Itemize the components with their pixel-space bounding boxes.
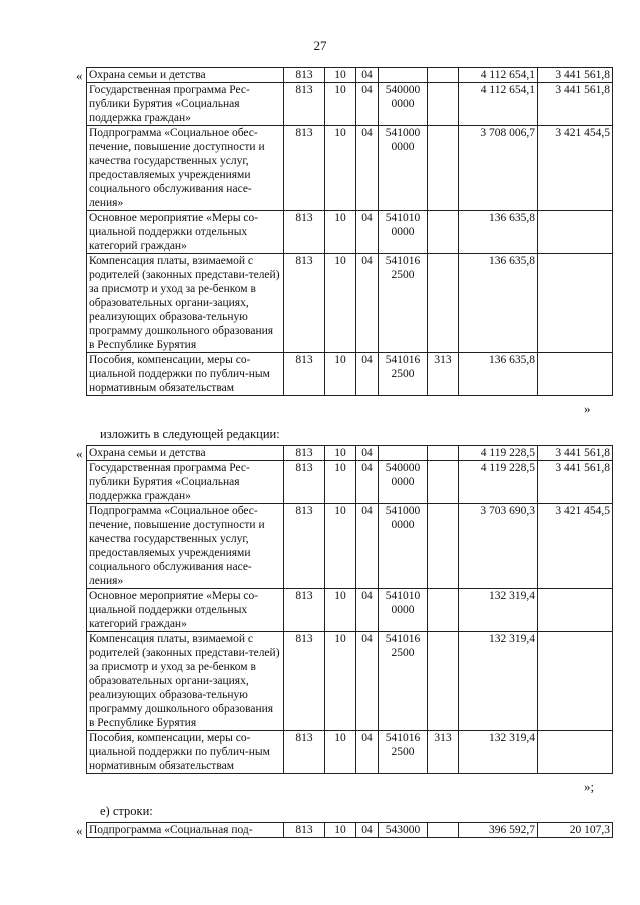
cell-admin: 813 (284, 68, 325, 83)
table-row (87, 504, 613, 589)
cell-amount-2018: 4 112 654,1 (459, 68, 538, 83)
cell-section: 10 (325, 461, 356, 504)
cell-admin: 813 (284, 461, 325, 504)
budget-table-old (86, 67, 613, 396)
cell-subsection: 04 (356, 254, 379, 353)
cell-expense-type: 313 (428, 731, 459, 774)
cell-target: 541000 0000 (379, 126, 428, 211)
cell-target (379, 68, 428, 83)
cell-subsection: 04 (356, 126, 379, 211)
cell-name: Основное мероприятие «Меры со-циальной поддержки отдельных категорий граждан» (87, 211, 284, 254)
cell-section: 10 (325, 353, 356, 396)
table-row (87, 353, 613, 396)
table-row (87, 83, 613, 126)
cell-name: Государственная программа Рес-публики Бурятия «Социальная поддержка граждан» (87, 83, 284, 126)
cell-subsection: 04 (356, 504, 379, 589)
cell-section: 10 (325, 68, 356, 83)
cell-name: Подпрограмма «Социальная под- (87, 823, 284, 838)
cell-amount-2018: 4 119 228,5 (459, 461, 538, 504)
cell-amount-2019: 3 441 561,8 (538, 83, 613, 126)
cell-admin: 813 (284, 126, 325, 211)
cell-admin: 813 (284, 446, 325, 461)
cell-expense-type (428, 504, 459, 589)
table-row (87, 446, 613, 461)
cell-admin: 813 (284, 353, 325, 396)
cell-expense-type: 313 (428, 353, 459, 396)
cell-amount-2018: 3 703 690,3 (459, 504, 538, 589)
cell-section: 10 (325, 446, 356, 461)
cell-amount-2019 (538, 632, 613, 731)
cell-target (379, 446, 428, 461)
cell-name: Основное мероприятие «Меры со-циальной поддержки отдельных категорий граждан» (87, 589, 284, 632)
open-quote-2: « (76, 446, 83, 461)
cell-subsection: 04 (356, 632, 379, 731)
table-row (87, 589, 613, 632)
cell-subsection: 04 (356, 68, 379, 83)
cell-admin: 813 (284, 211, 325, 254)
cell-target: 540000 0000 (379, 461, 428, 504)
cell-section: 10 (325, 823, 356, 838)
cell-name: Пособия, компенсации, меры со-циальной поддержки по публич-ным нормативным обязательствам (87, 353, 284, 396)
cell-admin: 813 (284, 823, 325, 838)
cell-admin: 813 (284, 731, 325, 774)
table-row (87, 126, 613, 211)
cell-name: Государственная программа Рес-публики Бурятия «Социальная поддержка граждан» (87, 461, 284, 504)
cell-name: Компенсация платы, взимаемой с родителей (законных представи-телей) за присмотр и уход за ре-бенком в образовательных органи-зациях, реализующих образова-тельную программу дошкольного образования в Республике Бурятия (87, 254, 284, 353)
open-quote-1: « (76, 68, 83, 83)
cell-target: 541000 0000 (379, 504, 428, 589)
cell-admin: 813 (284, 254, 325, 353)
cell-admin: 813 (284, 632, 325, 731)
cell-subsection: 04 (356, 589, 379, 632)
cell-amount-2019: 20 107,3 (538, 823, 613, 838)
cell-section: 10 (325, 83, 356, 126)
cell-subsection: 04 (356, 211, 379, 254)
cell-amount-2019: 3 441 561,8 (538, 446, 613, 461)
cell-amount-2019 (538, 589, 613, 632)
cell-section: 10 (325, 589, 356, 632)
cell-section: 10 (325, 731, 356, 774)
cell-target: 541016 2500 (379, 254, 428, 353)
cell-expense-type (428, 126, 459, 211)
close-quote-1: » (584, 401, 591, 416)
close-quote-2: »; (584, 779, 595, 794)
cell-amount-2018: 4 112 654,1 (459, 83, 538, 126)
cell-expense-type (428, 589, 459, 632)
cell-expense-type (428, 68, 459, 83)
cell-name: Подпрограмма «Социальное обес-печение, повышение доступности и качества государственных услуг, предоставляемых учреждениями социального обслуживания насе-ления» (87, 126, 284, 211)
cell-subsection: 04 (356, 446, 379, 461)
cell-target: 541016 2500 (379, 632, 428, 731)
cell-subsection: 04 (356, 353, 379, 396)
cell-expense-type (428, 446, 459, 461)
cell-section: 10 (325, 211, 356, 254)
cell-amount-2019: 3 441 561,8 (538, 461, 613, 504)
cell-name: Пособия, компенсации, меры со-циальной поддержки по публич-ным нормативным обязательствам (87, 731, 284, 774)
page-number: 27 (313, 38, 327, 53)
cell-subsection: 04 (356, 83, 379, 126)
cell-amount-2018: 136 635,8 (459, 353, 538, 396)
cell-expense-type (428, 211, 459, 254)
cell-section: 10 (325, 126, 356, 211)
cell-target: 541010 0000 (379, 589, 428, 632)
cell-expense-type (428, 632, 459, 731)
cell-amount-2018: 136 635,8 (459, 211, 538, 254)
open-quote-3: « (76, 823, 83, 838)
table-row (87, 254, 613, 353)
cell-amount-2019: 3 441 561,8 (538, 68, 613, 83)
table-row (87, 823, 613, 838)
table-row (87, 211, 613, 254)
cell-amount-2019 (538, 254, 613, 353)
instruction-paragraph: изложить в следующей редакции: (100, 427, 280, 441)
cell-name: Охрана семьи и детства (87, 446, 284, 461)
cell-amount-2018: 4 119 228,5 (459, 446, 538, 461)
cell-target: 540000 0000 (379, 83, 428, 126)
cell-amount-2018: 132 319,4 (459, 731, 538, 774)
cell-expense-type (428, 823, 459, 838)
cell-amount-2018: 136 635,8 (459, 254, 538, 353)
cell-admin: 813 (284, 589, 325, 632)
cell-amount-2018: 3 708 006,7 (459, 126, 538, 211)
cell-section: 10 (325, 504, 356, 589)
cell-subsection: 04 (356, 823, 379, 838)
cell-subsection: 04 (356, 731, 379, 774)
cell-section: 10 (325, 632, 356, 731)
cell-expense-type (428, 254, 459, 353)
cell-target: 543000 (379, 823, 428, 838)
cell-amount-2018: 396 592,7 (459, 823, 538, 838)
cell-name: Подпрограмма «Социальное обес-печение, повышение доступности и качества государственных услуг, предоставляемых учреждениями социального обслуживания насе-ления» (87, 504, 284, 589)
section-e-paragraph: е) строки: (100, 804, 153, 818)
cell-admin: 813 (284, 504, 325, 589)
cell-name: Компенсация платы, взимаемой с родителей (законных представи-телей) за присмотр и уход за ре-бенком в образовательных органи-зациях, реализующих образова-тельную программу дошкольного образования в Республике Бурятия (87, 632, 284, 731)
cell-name: Охрана семьи и детства (87, 68, 284, 83)
cell-section: 10 (325, 254, 356, 353)
cell-amount-2019: 3 421 454,5 (538, 126, 613, 211)
table-row (87, 461, 613, 504)
table-row (87, 68, 613, 83)
cell-amount-2019 (538, 353, 613, 396)
cell-amount-2018: 132 319,4 (459, 589, 538, 632)
cell-target: 541016 2500 (379, 731, 428, 774)
cell-subsection: 04 (356, 461, 379, 504)
cell-admin: 813 (284, 83, 325, 126)
cell-amount-2018: 132 319,4 (459, 632, 538, 731)
cell-expense-type (428, 461, 459, 504)
budget-table-new (86, 445, 613, 774)
cell-amount-2019 (538, 731, 613, 774)
cell-amount-2019: 3 421 454,5 (538, 504, 613, 589)
cell-target: 541010 0000 (379, 211, 428, 254)
cell-target: 541016 2500 (379, 353, 428, 396)
cell-amount-2019 (538, 211, 613, 254)
cell-expense-type (428, 83, 459, 126)
table-row (87, 731, 613, 774)
budget-table-rows (86, 822, 613, 838)
table-row (87, 632, 613, 731)
